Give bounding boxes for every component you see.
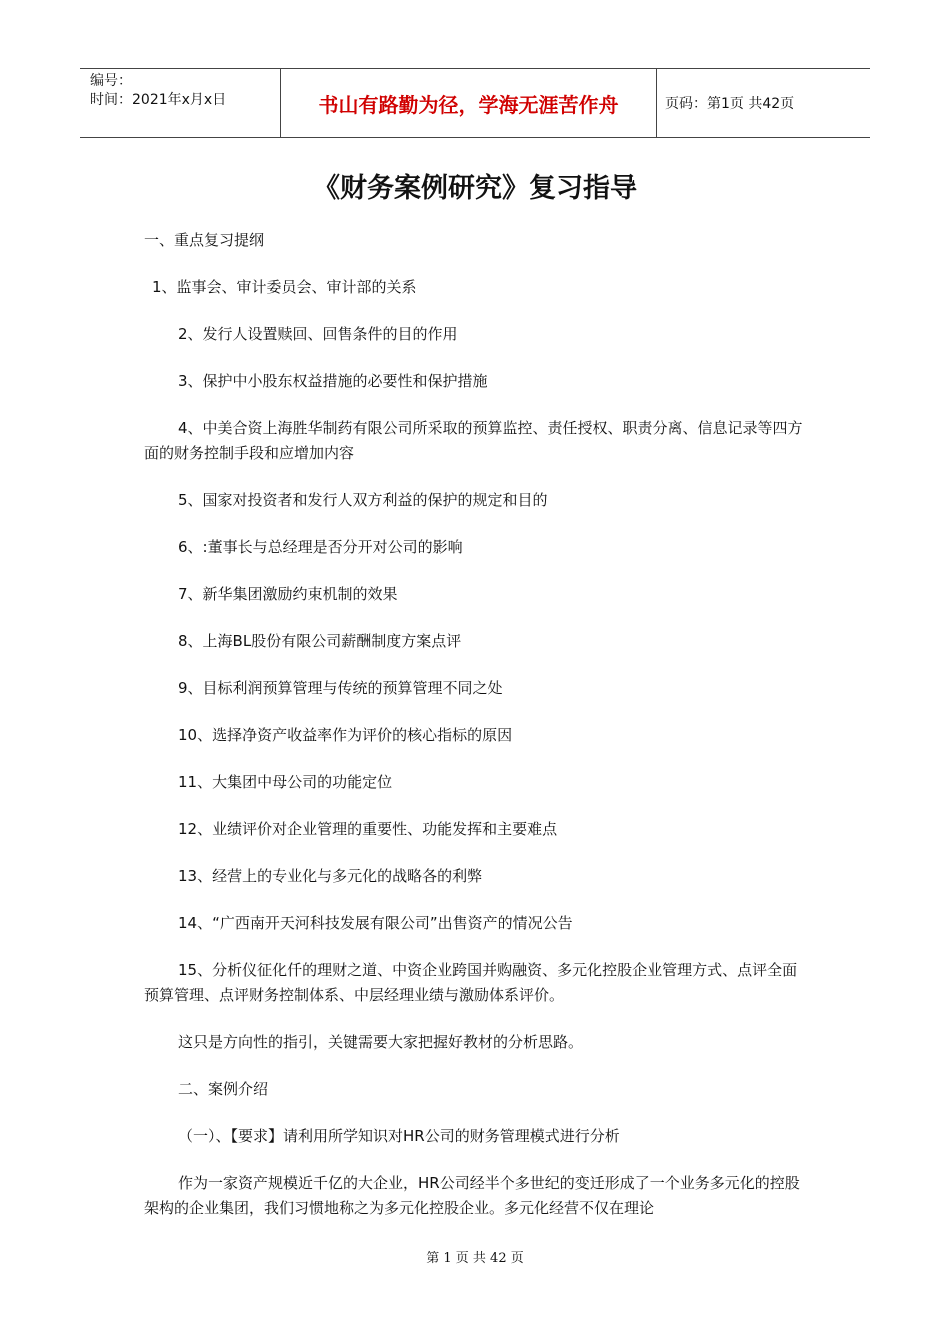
- header-motto: 书山有路勤为径，学海无涯苦作舟: [281, 69, 657, 137]
- document-header: [80, 68, 870, 138]
- case-requirement: （一）、【要求】请利用所学知识对HR公司的财务管理模式进行分析: [178, 1127, 620, 1145]
- outline-item-4: 4、中美合资上海胜华制药有限公司所采取的预算监控、责任授权、职责分离、信息记录等四方面的财务控制手段和应增加内容: [144, 419, 803, 462]
- outline-item-1: 1、监事会、审计委员会、审计部的关系: [152, 278, 417, 296]
- outline-item-13: 13、经营上的专业化与多元化的战略各的利弊: [178, 867, 483, 885]
- guidance-note: 这只是方向性的指引，关键需要大家把握好教材的分析思路。: [178, 1033, 584, 1051]
- outline-item-6: 6、:董事长与总经理是否分开对公司的影响: [178, 538, 463, 556]
- outline-item-9: 9、目标利润预算管理与传统的预算管理不同之处: [178, 679, 503, 697]
- outline-item-12: 12、业绩评价对企业管理的重要性、功能发挥和主要难点: [178, 820, 558, 838]
- outline-item-8: 8、上海BL股份有限公司薪酬制度方案点评: [178, 632, 462, 650]
- document-title: 《财务案例研究》复习指导: [313, 173, 637, 204]
- section-heading-case-intro: 二、案例介绍: [178, 1080, 269, 1098]
- outline-item-14: 14、“广西南开天河科技发展有限公司”出售资产的情况公告: [178, 914, 573, 932]
- case-paragraph: 作为一家资产规模近千亿的大企业，HR公司经半个多世纪的变迁形成了一个业务多元化的控股架构的企业集团，我们习惯地称之为多元化控股企业。多元化经营不仅在理论: [144, 1174, 800, 1217]
- serial-number-label: 编号：: [90, 73, 132, 89]
- outline-item-2: 2、发行人设置赎回、回售条件的目的作用: [178, 325, 458, 343]
- document-body: [144, 228, 804, 1221]
- date-line: 时间：2021年x月x日: [90, 92, 227, 108]
- outline-item-15: 15、分析仪征化仟的理财之道、中资企业跨国并购融资、多元化控股企业管理方式、点评全面预算管理、点评财务控制体系、中层经理业绩与激励体系评价。: [144, 961, 798, 1004]
- outline-item-10: 10、选择净资产收益率作为评价的核心指标的原因: [178, 726, 513, 744]
- section-heading-key-points: 一、重点复习提纲: [144, 231, 265, 249]
- header-meta-cell: [80, 69, 281, 137]
- page-footer: 第 1 页 共 42 页: [426, 1251, 524, 1266]
- outline-item-3: 3、保护中小股东权益措施的必要性和保护措施: [178, 372, 488, 390]
- outline-item-5: 5、国家对投资者和发行人双方利益的保护的规定和目的: [178, 491, 548, 509]
- header-page-number: 页码：第1页 共42页: [665, 96, 795, 112]
- outline-item-7: 7、新华集团激励约束机制的效果: [178, 585, 398, 603]
- outline-item-11: 11、大集团中母公司的功能定位: [178, 773, 393, 791]
